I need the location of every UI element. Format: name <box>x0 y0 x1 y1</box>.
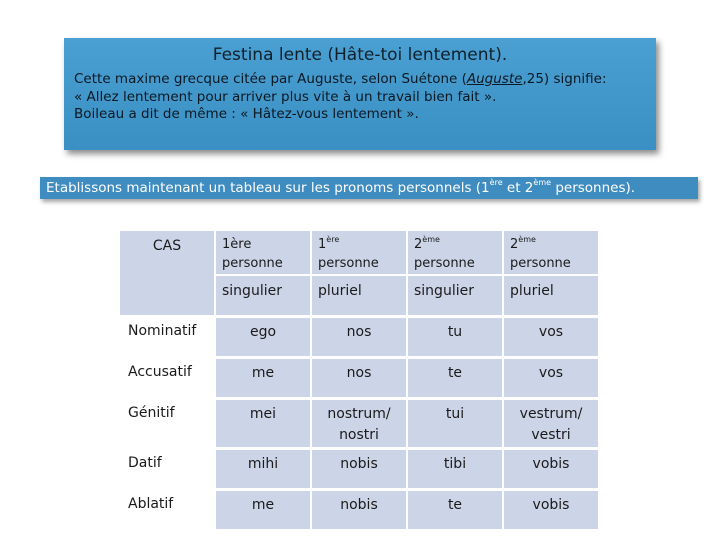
section-banner <box>40 177 698 199</box>
row-case-nominatif: Nominatif <box>128 323 197 339</box>
quote-line-3: Boileau a dit de même : « Hâtez-vous lentement ». <box>74 106 419 122</box>
table-cell: nobis <box>312 491 406 529</box>
header-person-1 <box>216 231 310 274</box>
table-cell: nos <box>312 318 406 356</box>
header-number-3: singulier <box>408 276 502 315</box>
header-number-1: singulier <box>216 276 310 315</box>
banner-sup-2: ème <box>533 178 552 187</box>
person-number-sup: ère <box>326 235 340 244</box>
header-person-4 <box>504 231 598 274</box>
person-number: 2 <box>510 237 519 252</box>
quote-line-1-end: ,25) signifie: <box>522 71 607 87</box>
person-number: 1 <box>318 237 327 252</box>
cas-label: CAS <box>152 238 182 254</box>
banner-sup-1: ère <box>489 178 503 187</box>
table-cell: tui <box>408 400 502 447</box>
header-person-2 <box>312 231 406 274</box>
row-case-accusatif: Accusatif <box>128 364 192 380</box>
banner-text-mid: et 2 <box>502 180 534 196</box>
person-word: personne <box>414 256 475 271</box>
table-cell: vobis <box>504 491 598 529</box>
table-cell: mei <box>216 400 310 447</box>
person-number-sup: ème <box>518 235 536 244</box>
quote-line-2: « Allez lentement pour arriver plus vite à un travail bien fait ». <box>74 88 497 105</box>
table-cell: nos <box>312 359 406 397</box>
header-person-3 <box>408 231 502 274</box>
person-number: 1ère <box>222 237 252 252</box>
cas-header <box>120 231 214 315</box>
person-word: personne <box>318 256 379 271</box>
table-cell: vobis <box>504 450 598 488</box>
banner-text-end: personnes). <box>551 180 636 196</box>
table-cell: vestrum/ vestri <box>504 400 598 447</box>
row-case-ablatif: Ablatif <box>128 496 174 512</box>
banner-text-start: Etablissons maintenant un tableau sur les pronoms personnels (1 <box>46 180 490 196</box>
person-number-sup: ème <box>422 235 440 244</box>
header-number-2: pluriel <box>312 276 406 315</box>
quote-line-1 <box>74 71 646 89</box>
auguste-link[interactable]: Auguste <box>466 71 523 87</box>
person-word: personne <box>510 256 571 271</box>
table-cell: ego <box>216 318 310 356</box>
quote-box <box>64 38 656 150</box>
row-case-datif: Datif <box>128 455 162 471</box>
table-cell: nostrum/ nostri <box>312 400 406 447</box>
table-cell: vos <box>504 359 598 397</box>
person-number: 2 <box>414 237 423 252</box>
table-cell: te <box>408 359 502 397</box>
table-cell: vos <box>504 318 598 356</box>
quote-title: Festina lente (Hâte-toi lentement). <box>212 45 508 65</box>
quote-line-1-start: Cette maxime grecque citée par Auguste, selon Suétone ( <box>74 71 467 87</box>
person-word: personne <box>222 256 283 271</box>
row-case-génitif: Génitif <box>128 405 175 421</box>
table-cell: tibi <box>408 450 502 488</box>
table-cell: tu <box>408 318 502 356</box>
table-cell: nobis <box>312 450 406 488</box>
header-number-4: pluriel <box>504 276 598 315</box>
table-cell: me <box>216 491 310 529</box>
table-cell: me <box>216 359 310 397</box>
table-cell: mihi <box>216 450 310 488</box>
table-cell: te <box>408 491 502 529</box>
